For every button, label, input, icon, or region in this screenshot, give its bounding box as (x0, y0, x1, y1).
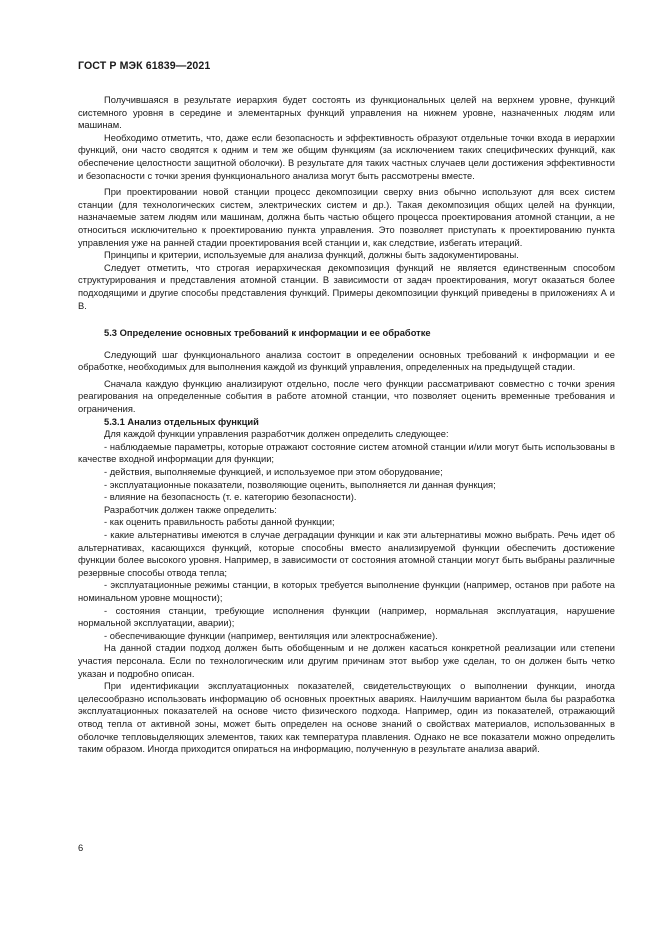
paragraph: Необходимо отметить, что, даже если безопасность и эффективность образуют отдельные точки входа в иерархии функций, они часто сводятся к одним и тем же общим функциям (за исключением таких специфических функций, как обеспечение целостности защитной оболочки). В результате для таких частных случаев цели достижения эффективности и безопасности с точки зрения функционального анализа могут быть рассмотрены вместе. (78, 132, 615, 181)
document-header: ГОСТ Р МЭК 61839—2021 (78, 60, 211, 72)
paragraph: Следует отметить, что строгая иерархическая декомпозиция функций не является единственным способом структурирования и представления атомной станции. В зависимости от задач проектирования, могут оказаться более подходящими и другие способы представления функций. Примеры декомпозиции функций приведены в приложениях А и В. (78, 262, 615, 311)
list-item: - наблюдаемые параметры, которые отражают состояние систем атомной станции и/или могут быть использованы в качестве входной информации для функции; (78, 441, 615, 465)
paragraph: Разработчик должен также определить: (104, 504, 277, 515)
list-item: - состояния станции, требующие исполнения функции (например, нормальная эксплуатация, нарушение нормальной эксплуатации, аварии); (78, 605, 615, 629)
list-item: - какие альтернативы имеются в случае деградации функции и как эти альтернативы можно выбрать. Речь идет об альтернативах, касающихся функций, которые способны вместо анализируемой функции обеспечить достижение функции более высокого уровня. Например, в зависимости от состояния атомной станции могут быть выбраны различные резервные способы отвода тепла; (78, 530, 615, 578)
paragraph: На данной стадии подход должен быть обобщенным и не должен касаться конкретной реализации или степени участия персонала. Если по технологическим или другим причинам этот выбор уже сделан, то он должен быть четко указан и подробно описан. (78, 643, 615, 679)
list-item: - эксплуатационные показатели, позволяющие оценить, выполняется ли данная функция; (104, 479, 496, 490)
paragraph: Для каждой функции управления разработчик должен определить следующее: (104, 429, 449, 440)
list-item: - влияние на безопасность (т. е. категорию безопасности). (104, 492, 357, 503)
page-number: 6 (78, 843, 84, 853)
document-body (78, 94, 615, 756)
paragraph: При проектировании новой станции процесс декомпозиции сверху вниз обычно используют для всех систем станции (для технологических систем, электрических систем и др.). Такая декомпозиция общих целей на функции, назначаемые затем людям или машинам, должна быть частью общего процесса проектирования атомной станции, а не относиться исключительно к проектированию пункта управления. Это позволяет приступать к проектированию пункта управления уже на ранней стадии проектирования всей станции и, как следствие, избегать итераций. (78, 187, 615, 248)
list-item: - как оценить правильность работы данной функции; (104, 517, 335, 528)
list-item: - обеспечивающие функции (например, вентиляция или электроснабжение). (104, 630, 438, 641)
subsection-heading: 5.3.1 Анализ отдельных функций (104, 416, 259, 427)
list-item: - действия, выполняемые функцией, и используемое при этом оборудование; (104, 467, 443, 478)
paragraph: Принципы и критерии, используемые для анализа функций, должны быть задокументированы. (104, 250, 519, 261)
paragraph: Сначала каждую функцию анализируют отдельно, после чего функции рассматривают совместно с точки зрения реагирования на определенные события в работе атомной станции, что позволяет оценить временные требования и ограничения. (78, 378, 615, 415)
paragraph: Следующий шаг функционального анализа состоит в определении основных требований к информации и ее обработке, необходимых для выполнения каждой из функций управления, определенных на предыдущей стадии. (78, 349, 615, 373)
list-item: - эксплуатационные режимы станции, в которых требуется выполнение функции (например, останов при работе на номинальном уровне мощности); (78, 580, 615, 603)
section-heading: 5.3 Определение основных требований к информации и ее обработке (104, 328, 431, 339)
paragraph: Получившаяся в результате иерархия будет состоять из функциональных целей на верхнем уровне, функций системного уровня в середине и элементарных функций управления на нижнем уровне, назначенных людям или машинам. (78, 95, 615, 131)
paragraph: При идентификации эксплуатационных показателей, свидетельствующих о выполнении функции, иногда целесообразно использовать информацию об основных проектных авариях. Наилучшим вариантом была бы разработка эксплуатационных показателей на основе чисто физического подхода. Например, один из показателей, отражающий отвод тепла от активной зоны, может быть определен на основе знаний о свойствах материалов, использованных в оболочке тепловыделяющих элементов, таких как температура плавления. Однако не все показатели можно определить таким образом. Иногда приходится опираться на информацию, полученную в результате анализа аварий. (78, 681, 615, 755)
